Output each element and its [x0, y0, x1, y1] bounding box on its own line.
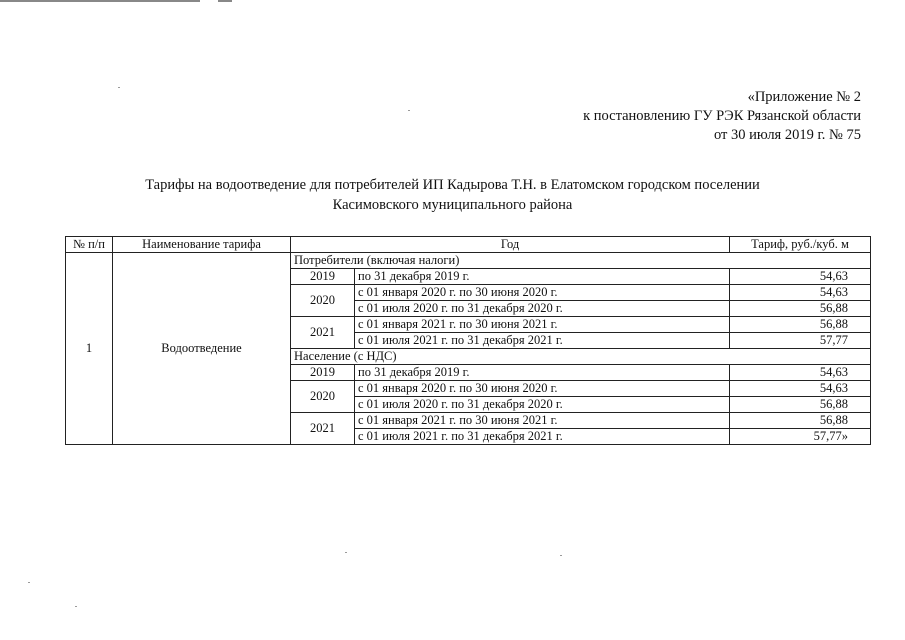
period-cell: с 01 января 2021 г. по 30 июня 2021 г. [355, 413, 730, 429]
period-cell: с 01 июля 2020 г. по 31 декабря 2020 г. [355, 301, 730, 317]
period-cell: с 01 июля 2021 г. по 31 декабря 2021 г. [355, 333, 730, 349]
period-cell: с 01 января 2020 г. по 30 июня 2020 г. [355, 285, 730, 301]
appendix-line-1: «Приложение № 2 [747, 89, 861, 105]
table-row [66, 253, 871, 269]
value-cell: 56,88 [730, 317, 871, 333]
scan-speck [118, 87, 120, 88]
value-cell: 54,63 [730, 381, 871, 397]
header-name: Наименование тарифа [113, 237, 291, 253]
period-cell: с 01 января 2021 г. по 30 июня 2021 г. [355, 317, 730, 333]
value-cell: 54,63 [730, 365, 871, 381]
appendix-line-3: от 30 июля 2019 г. № 75 [713, 127, 861, 143]
period-cell: по 31 декабря 2019 г. [355, 269, 730, 285]
value-cell: 56,88 [730, 413, 871, 429]
value-cell: 57,77 [730, 333, 871, 349]
scan-speck [345, 552, 347, 553]
period-cell: по 31 декабря 2019 г. [355, 365, 730, 381]
tariff-table [65, 236, 871, 445]
title-line-1: Тарифы на водоотведение для потребителей ИП Кадырова Т.Н. в Елатомском городском поселении [145, 177, 760, 193]
value-cell: 54,63 [730, 269, 871, 285]
header-year: Год [291, 237, 730, 253]
scan-speck [75, 606, 77, 607]
year-cell: 2019 [291, 269, 355, 285]
scan-mark [218, 0, 232, 2]
appendix-line-2: к постановлению ГУ РЭК Рязанской области [583, 108, 861, 124]
title-line-2: Касимовского муниципального района [332, 197, 573, 213]
header-tariff: Тариф, руб./куб. м [730, 237, 871, 253]
scan-speck [408, 110, 410, 111]
value-cell: 57,77» [730, 429, 871, 445]
row-number: 1 [66, 253, 113, 445]
document-title [0, 175, 905, 215]
scan-mark [0, 0, 200, 2]
scan-speck [28, 582, 30, 583]
group-label: Потребители (включая налоги) [291, 253, 871, 269]
year-cell: 2019 [291, 365, 355, 381]
period-cell: с 01 июля 2021 г. по 31 декабря 2021 г. [355, 429, 730, 445]
year-cell: 2021 [291, 413, 355, 445]
appendix-header [583, 88, 861, 145]
value-cell: 54,63 [730, 285, 871, 301]
header-num: № п/п [66, 237, 113, 253]
tariff-name: Водоотведение [113, 253, 291, 445]
table-header-row [66, 237, 871, 253]
year-cell: 2021 [291, 317, 355, 349]
value-cell: 56,88 [730, 397, 871, 413]
group-label: Население (с НДС) [291, 349, 871, 365]
year-cell: 2020 [291, 285, 355, 317]
year-cell: 2020 [291, 381, 355, 413]
period-cell: с 01 июля 2020 г. по 31 декабря 2020 г. [355, 397, 730, 413]
scan-speck [560, 555, 562, 556]
value-cell: 56,88 [730, 301, 871, 317]
period-cell: с 01 января 2020 г. по 30 июня 2020 г. [355, 381, 730, 397]
